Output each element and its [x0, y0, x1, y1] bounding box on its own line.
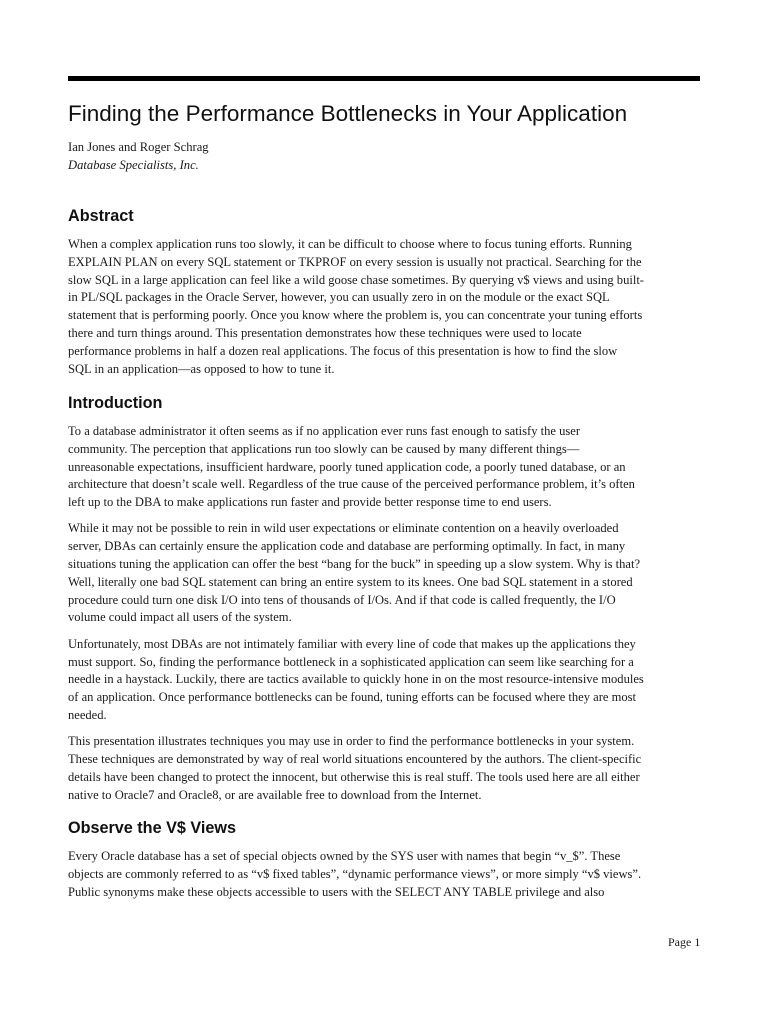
- paragraph: [68, 520, 700, 627]
- text-line: procedure could turn one disk I/O into tens of thousands of I/Os. And if that code is called frequently, the I/O: [68, 592, 616, 607]
- paragraph: [68, 423, 700, 512]
- text-line: architecture that doesn’t scale well. Regardless of the true cause of the perceived performance problem, it’s often: [68, 477, 635, 492]
- page-number: Page 1: [668, 935, 701, 949]
- section-heading-introduction: Introduction: [68, 394, 163, 412]
- text-line: native to Oracle7 and Oracle8, or are available free to download from the Internet.: [68, 787, 482, 802]
- text-line: there and turn things around. This presentation demonstrates how these techniques were used to locate: [68, 325, 582, 340]
- text-line: in PL/SQL packages in the Oracle Server, however, you can usually zero in on the module or the exact SQL: [68, 290, 610, 305]
- document-title: Finding the Performance Bottlenecks in Your Application: [68, 101, 628, 126]
- text-line: To a database administrator it often seems as if no application ever runs fast enough to satisfy the user: [68, 424, 581, 438]
- section-observe-views: [68, 818, 700, 910]
- text-line: unreasonable expectations, insufficient hardware, poorly tuned application code, a poorly tuned database, or an: [68, 459, 626, 474]
- text-line: volume could impact all users of the system.: [68, 610, 292, 625]
- text-line: slow SQL in a large application can feel like a wild goose chase sometimes. By querying v$ views and using built-: [68, 272, 644, 287]
- top-rule: [68, 76, 700, 81]
- text-line: performance problems in half a dozen real applications. The focus of this presentation is how to find the slow: [68, 343, 618, 358]
- text-line: must support. So, finding the performance bottleneck in a sophisticated application can seem like searching for a: [68, 654, 634, 669]
- text-line: Well, literally one bad SQL statement can bring an entire system to its knees. One bad SQL statement in a stored: [68, 574, 633, 589]
- section-introduction: [68, 393, 700, 813]
- text-line: Every Oracle database has a set of special objects owned by the SYS user with names that begin “v_$”. These: [68, 849, 621, 863]
- text-line: These techniques are demonstrated by way of real world situations encountered by the authors. The client-specific: [68, 752, 642, 767]
- text-line: This presentation illustrates techniques you may use in order to find the performance bottlenecks in your system.: [68, 734, 635, 749]
- text-line: Unfortunately, most DBAs are not intimately familiar with every line of code that makes up the applications they: [68, 636, 636, 651]
- text-line: situations tuning the application can offer the best “bang for the buck” in speeding up a slow system. Why is that?: [68, 557, 641, 572]
- text-line: While it may not be possible to rein in wild user expectations or eliminate contention on a heavily overloaded: [68, 521, 619, 536]
- document-page: [68, 0, 700, 1024]
- text-line: statement that is performing poorly. Once you know where the problem is, you can concentrate your tuning efforts: [68, 308, 643, 323]
- paragraph: [68, 636, 700, 725]
- text-line: community. The perception that applications run too slowly can be caused by many different things—: [68, 441, 580, 456]
- text-line: left up to the DBA to make applications run faster and provide better response time to end users.: [68, 495, 552, 510]
- paragraph: [68, 236, 700, 378]
- text-line: server, DBAs can certainly ensure the application code and database are performing optimally. In fact, in many: [68, 539, 626, 554]
- text-line: needed.: [68, 707, 107, 722]
- section-abstract: [68, 206, 700, 387]
- paragraph: [68, 848, 700, 901]
- section-heading-abstract: Abstract: [68, 207, 134, 225]
- text-line: needle in a haystack. Luckily, there are tactics available to quickly hone in on the most resource-intensive modules: [68, 672, 644, 687]
- text-line: SQL in an application—as opposed to how to tune it.: [68, 361, 335, 376]
- text-line: of an application. Once performance bottlenecks can be found, tuning efforts can be focused where they are most: [68, 690, 636, 705]
- text-line: objects are commonly referred to as “v$ fixed tables”, “dynamic performance views”, or more simply “v$ views”.: [68, 866, 642, 881]
- section-heading-observe-views: Observe the V$ Views: [68, 819, 236, 837]
- text-line: details have been changed to protect the innocent, but otherwise this is real stuff. The tools used here are all either: [68, 769, 640, 784]
- text-line: EXPLAIN PLAN on every SQL statement or TKPROF on every session is usually not practical. Searching for the: [68, 254, 642, 269]
- company-name: Database Specialists, Inc.: [68, 158, 199, 172]
- text-line: When a complex application runs too slowly, it can be difficult to choose where to focus tuning efforts. Running: [68, 237, 632, 251]
- authors: Ian Jones and Roger Schrag: [68, 140, 209, 154]
- paragraph: [68, 733, 700, 804]
- text-line: Public synonyms make these objects accessible to users with the SELECT ANY TABLE privilege and also: [68, 884, 605, 899]
